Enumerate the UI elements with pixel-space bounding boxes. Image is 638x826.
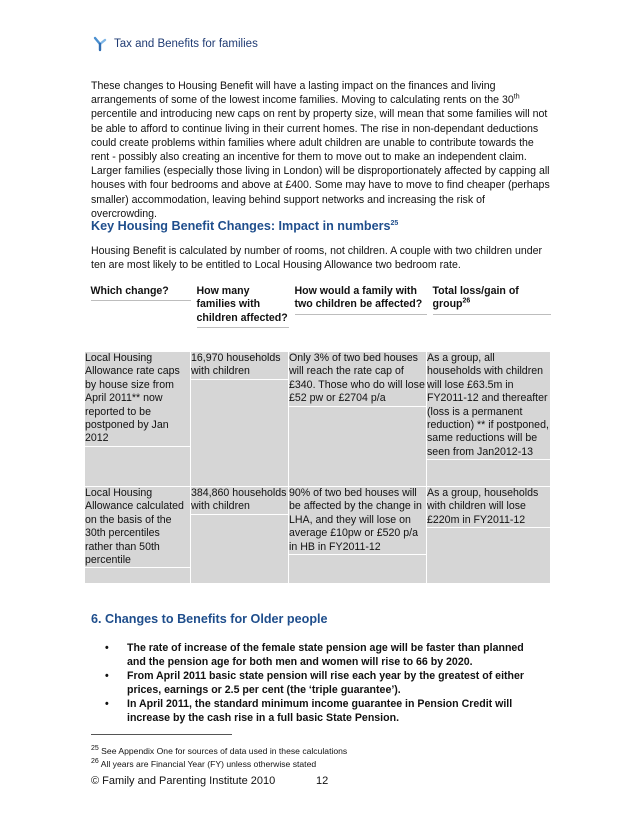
table-header-row: [85, 285, 551, 352]
key-changes-paragraph: Housing Benefit is calculated by number of rooms, not children. A couple with two children under ten are most likely to be entitled to Local Housing Allowance two bedroom rate.: [91, 245, 543, 272]
header-title: Tax and Benefits for families: [114, 38, 258, 50]
cell-change: Local Housing Allowance rate caps by house size from April 2011** now reported to be postponed by Jan 2012: [85, 352, 190, 447]
bullet-icon: •: [105, 670, 109, 683]
column-header-effect: How would a family with two children be affected?: [295, 285, 427, 315]
footnote-divider: [91, 734, 232, 735]
footnote-26: $^{26}$ All years are Financial Year (FY) unless otherwise stated: [91, 758, 317, 769]
column-header-total: Total loss/gain of group$^{26}$: [433, 285, 551, 315]
cell-effect: 90% of two bed houses will be affected by the change in LHA, and they will lose on average £10pw or £520 p/a in HB in FY2011-12: [289, 487, 426, 555]
key-changes-heading: Key Housing Benefit Changes: Impact in numbers$^{25}$: [91, 219, 399, 233]
footer-copyright: © Family and Parenting Institute 2010: [91, 775, 276, 787]
column-header-families: How many families with children affected?: [197, 285, 289, 328]
cell-change: Local Housing Allowance calculated on the basis of the 30th percentiles rather than 50th percentile: [85, 487, 190, 568]
list-item: • The rate of increase of the female state pension age will be faster than planned and the pension age for both men and women will rise to 66 by 2020.: [105, 642, 524, 668]
list-item: • From April 2011 basic state pension will rise each year by the greatest of either prices, earnings or 2.5 per cent (the ‘triple guarantee’).: [105, 670, 525, 696]
cell-total: As a group, households with children will lose £220m in FY2011-12: [427, 487, 550, 528]
column-header-change: Which change?: [91, 285, 191, 301]
older-people-heading: 6. Changes to Benefits for Older people: [91, 612, 328, 626]
older-people-list: [105, 642, 545, 727]
list-item: • In April 2011, the standard minimum income guarantee in Pension Credit will increase by the cash rise in a full basic State Pension.: [105, 698, 513, 724]
cell-effect: Only 3% of two bed houses will reach the rate cap of £340. Those who do will lose £52 pw or £2704 p/a: [289, 352, 426, 407]
intro-paragraph: These changes to Housing Benefit will have a lasting impact on the finances and living arrangements of some of the lowest income families. Moving to calculating rents on the 30th percentile and introducing new caps on rent by property size, will mean that some families will not be able to afford to continue living in their current homes. The rise in non-dependant deductions could create problems within families where adult children are unable to contribute towards the rent - possibly also creating an incentive for them to move out to make an independent claim. Larger families (especially those living in London) will be disproportionately affected by capping all houses with four bedrooms and above at £400. Some may have to move to find cheaper (perhaps smaller) accommodation, leaving behind support networks and increasing the risk of overcrowding.: [91, 80, 550, 220]
page-number: 12: [316, 775, 329, 787]
cell-total: As a group, all households with children will lose £63.5m in FY2011-12 and thereafter (loss is a permanent reduction) ** if postponed, same reductions will be seen from Jan2012-13: [427, 352, 550, 460]
table-row: [85, 487, 551, 584]
family-logo-icon: [92, 36, 108, 52]
bullet-icon: •: [105, 698, 109, 711]
bullet-icon: •: [105, 642, 109, 654]
cell-families: 384,860 households with children: [191, 487, 288, 515]
table-row: [85, 352, 551, 487]
impact-table: [84, 285, 551, 584]
page-header: [92, 36, 258, 52]
footnote-25: $^{25}$ See Appendix One for sources of data used in these calculations: [91, 745, 348, 756]
cell-families: 16,970 households with children: [191, 352, 288, 380]
